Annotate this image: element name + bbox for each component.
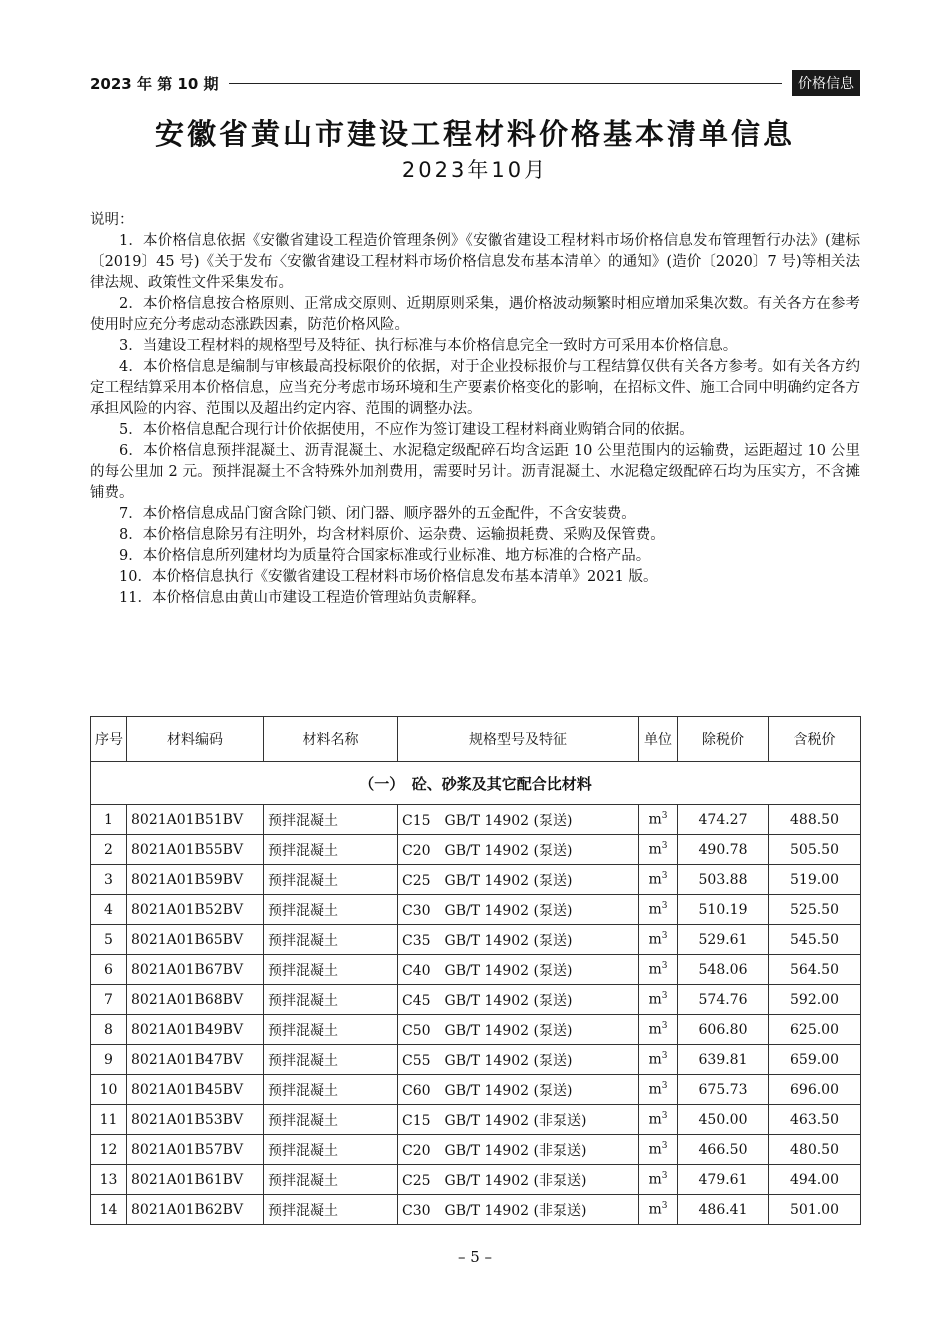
unit-cell (639, 925, 678, 955)
price-ex-tax: 490.78 (678, 835, 769, 865)
material-spec: C45 GB/T 14902 (泵送) (398, 985, 639, 1015)
unit-exponent: 3 (661, 1051, 668, 1062)
unit-cell (639, 1195, 678, 1225)
row-number: 10 (91, 1075, 127, 1105)
material-name: 预拌混凝土 (264, 895, 398, 925)
note-item: 3．当建设工程材料的规格型号及特征、执行标准与本价格信息完全一致时方可采用本价格信息。 (119, 338, 738, 354)
column-header-no: 序号 (91, 717, 127, 762)
table-row (91, 1075, 861, 1105)
price-in-tax: 494.00 (769, 1165, 861, 1195)
price-in-tax: 625.00 (769, 1015, 861, 1045)
price-in-tax: 592.00 (769, 985, 861, 1015)
material-spec: C50 GB/T 14902 (泵送) (398, 1015, 639, 1045)
unit-base: m (648, 1111, 662, 1128)
column-header-ex-tax: 除税价 (678, 717, 769, 762)
unit-exponent: 3 (661, 1141, 668, 1152)
table-row (91, 1165, 861, 1195)
unit-base: m (648, 811, 662, 828)
row-number: 14 (91, 1195, 127, 1225)
document-title: 安徽省黄山市建设工程材料价格基本清单信息 (154, 117, 795, 151)
unit-exponent: 3 (661, 811, 668, 822)
material-name: 预拌混凝土 (264, 1045, 398, 1075)
page-number: – 5 – (457, 1248, 493, 1266)
material-name: 预拌混凝土 (264, 835, 398, 865)
unit-cell (639, 1075, 678, 1105)
unit-cell (639, 835, 678, 865)
table-row (91, 895, 861, 925)
header-rule (229, 83, 782, 84)
material-name: 预拌混凝土 (264, 1135, 398, 1165)
unit-exponent: 3 (661, 1201, 668, 1212)
price-in-tax: 659.00 (769, 1045, 861, 1075)
price-ex-tax: 529.61 (678, 925, 769, 955)
material-name: 预拌混凝土 (264, 1165, 398, 1195)
material-code: 8021A01B45BV (127, 1075, 264, 1105)
price-in-tax: 696.00 (769, 1075, 861, 1105)
material-spec: C20 GB/T 14902 (非泵送) (398, 1135, 639, 1165)
note-item: 1．本价格信息依据《安徽省建设工程造价管理条例》《安徽省建设工程材料市场价格信息发布管理暂行办法》(建标〔2019〕45 号)《关于发布〈安徽省建设工程材料市场价格信息发布基本清单〉的通知》(造价〔2020〕7 号)等相关法律法规、政策性文件采集发布。 (90, 233, 860, 291)
row-number: 11 (91, 1105, 127, 1135)
material-code: 8021A01B57BV (127, 1135, 264, 1165)
material-spec: C30 GB/T 14902 (泵送) (398, 895, 639, 925)
price-ex-tax: 466.50 (678, 1135, 769, 1165)
price-ex-tax: 675.73 (678, 1075, 769, 1105)
note-item: 2．本价格信息按合格原则、正常成交原则、近期原则采集，遇价格波动频繁时相应增加采集次数。有关各方在参考使用时应充分考虑动态涨跌因素，防范价格风险。 (90, 296, 860, 333)
row-number: 2 (91, 835, 127, 865)
material-spec: C15 GB/T 14902 (非泵送) (398, 1105, 639, 1135)
unit-cell (639, 1045, 678, 1075)
price-in-tax: 480.50 (769, 1135, 861, 1165)
price-in-tax: 525.50 (769, 895, 861, 925)
material-code: 8021A01B47BV (127, 1045, 264, 1075)
material-spec: C25 GB/T 14902 (非泵送) (398, 1165, 639, 1195)
row-number: 5 (91, 925, 127, 955)
unit-base: m (648, 1201, 662, 1218)
material-code: 8021A01B49BV (127, 1015, 264, 1045)
table-row (91, 1195, 861, 1225)
column-header-name: 材料名称 (264, 717, 398, 762)
material-code: 8021A01B68BV (127, 985, 264, 1015)
unit-exponent: 3 (661, 901, 668, 912)
table-row (91, 985, 861, 1015)
price-in-tax: 564.50 (769, 955, 861, 985)
material-spec: C15 GB/T 14902 (泵送) (398, 805, 639, 835)
unit-exponent: 3 (661, 1021, 668, 1032)
unit-base: m (648, 1171, 662, 1188)
price-in-tax: 488.50 (769, 805, 861, 835)
price-ex-tax: 574.76 (678, 985, 769, 1015)
section-row (91, 762, 861, 805)
price-table (90, 716, 861, 1225)
material-name: 预拌混凝土 (264, 1075, 398, 1105)
unit-exponent: 3 (661, 1081, 668, 1092)
unit-base: m (648, 931, 662, 948)
note-item: 7．本价格信息成品门窗含除门锁、闭门器、顺序器外的五金配件，不含安装费。 (119, 506, 636, 522)
unit-exponent: 3 (661, 991, 668, 1002)
unit-cell (639, 1135, 678, 1165)
row-number: 7 (91, 985, 127, 1015)
row-number: 3 (91, 865, 127, 895)
price-ex-tax: 479.61 (678, 1165, 769, 1195)
price-ex-tax: 503.88 (678, 865, 769, 895)
unit-base: m (648, 1021, 662, 1038)
unit-exponent: 3 (661, 841, 668, 852)
unit-cell (639, 1015, 678, 1045)
row-number: 12 (91, 1135, 127, 1165)
material-code: 8021A01B52BV (127, 895, 264, 925)
material-spec: C55 GB/T 14902 (泵送) (398, 1045, 639, 1075)
section-tag: 价格信息 (792, 70, 860, 96)
material-spec: C35 GB/T 14902 (泵送) (398, 925, 639, 955)
page-header (90, 70, 860, 96)
unit-cell (639, 1165, 678, 1195)
table-row (91, 835, 861, 865)
document-subtitle: 2023年10月 (401, 158, 549, 182)
section-title: （一） 砼、砂浆及其它配合比材料 (91, 762, 861, 805)
table-row (91, 1045, 861, 1075)
unit-cell (639, 895, 678, 925)
unit-cell (639, 865, 678, 895)
material-name: 预拌混凝土 (264, 985, 398, 1015)
column-header-spec: 规格型号及特征 (398, 717, 639, 762)
table-row (91, 925, 861, 955)
material-spec: C30 GB/T 14902 (非泵送) (398, 1195, 639, 1225)
table-row (91, 1135, 861, 1165)
table-header-row (91, 717, 861, 762)
column-header-unit: 单位 (639, 717, 678, 762)
row-number: 6 (91, 955, 127, 985)
material-spec: C40 GB/T 14902 (泵送) (398, 955, 639, 985)
row-number: 8 (91, 1015, 127, 1045)
material-spec: C60 GB/T 14902 (泵送) (398, 1075, 639, 1105)
notes-section (90, 210, 860, 609)
material-name: 预拌混凝土 (264, 805, 398, 835)
note-item: 8．本价格信息除另有注明外，均含材料原价、运杂费、运输损耗费、采购及保管费。 (119, 527, 665, 543)
note-item: 6．本价格信息预拌混凝土、沥青混凝土、水泥稳定级配碎石均含运距 10 公里范围内的运输费，运距超过 10 公里的每公里加 2 元。预拌混凝土不含特殊外加剂费用，需要时另计。沥青混凝土、水泥稳定级配碎石均为压实方，不含摊铺费。 (90, 443, 860, 501)
material-code: 8021A01B62BV (127, 1195, 264, 1225)
unit-base: m (648, 841, 662, 858)
unit-exponent: 3 (661, 1171, 668, 1182)
unit-exponent: 3 (661, 961, 668, 972)
unit-cell (639, 1105, 678, 1135)
row-number: 9 (91, 1045, 127, 1075)
table-row (91, 865, 861, 895)
price-in-tax: 463.50 (769, 1105, 861, 1135)
unit-cell (639, 805, 678, 835)
material-code: 8021A01B67BV (127, 955, 264, 985)
price-ex-tax: 510.19 (678, 895, 769, 925)
price-ex-tax: 639.81 (678, 1045, 769, 1075)
unit-exponent: 3 (661, 871, 668, 882)
material-name: 预拌混凝土 (264, 1015, 398, 1045)
table-row (91, 955, 861, 985)
table-row (91, 1015, 861, 1045)
unit-base: m (648, 871, 662, 888)
price-in-tax: 501.00 (769, 1195, 861, 1225)
material-name: 预拌混凝土 (264, 1105, 398, 1135)
material-name: 预拌混凝土 (264, 925, 398, 955)
material-code: 8021A01B53BV (127, 1105, 264, 1135)
price-ex-tax: 450.00 (678, 1105, 769, 1135)
price-in-tax: 519.00 (769, 865, 861, 895)
material-name: 预拌混凝土 (264, 1195, 398, 1225)
unit-base: m (648, 901, 662, 918)
unit-exponent: 3 (661, 1111, 668, 1122)
material-spec: C25 GB/T 14902 (泵送) (398, 865, 639, 895)
price-ex-tax: 548.06 (678, 955, 769, 985)
note-item: 10．本价格信息执行《安徽省建设工程材料市场价格信息发布基本清单》2021 版。 (119, 569, 658, 585)
issue-label: 2023 年 第 10 期 (90, 74, 219, 93)
unit-base: m (648, 991, 662, 1008)
note-item: 11．本价格信息由黄山市建设工程造价管理站负责解释。 (119, 590, 486, 606)
material-code: 8021A01B59BV (127, 865, 264, 895)
table-row (91, 1105, 861, 1135)
row-number: 1 (91, 805, 127, 835)
material-code: 8021A01B65BV (127, 925, 264, 955)
price-ex-tax: 486.41 (678, 1195, 769, 1225)
unit-base: m (648, 1081, 662, 1098)
material-code: 8021A01B55BV (127, 835, 264, 865)
material-name: 预拌混凝土 (264, 955, 398, 985)
unit-cell (639, 955, 678, 985)
table-row (91, 805, 861, 835)
column-header-in-tax: 含税价 (769, 717, 861, 762)
price-in-tax: 545.50 (769, 925, 861, 955)
row-number: 4 (91, 895, 127, 925)
material-code: 8021A01B51BV (127, 805, 264, 835)
note-item: 4．本价格信息是编制与审核最高投标限价的依据，对于企业投标报价与工程结算仅供有关各方参考。如有关各方约定工程结算采用本价格信息，应当充分考虑市场环境和生产要素价格变化的影响，在招标文件、施工合同中明确约定各方承担风险的内容、范围以及超出约定内容、范围的调整办法。 (90, 359, 860, 417)
column-header-code: 材料编码 (127, 717, 264, 762)
price-ex-tax: 606.80 (678, 1015, 769, 1045)
material-spec: C20 GB/T 14902 (泵送) (398, 835, 639, 865)
unit-base: m (648, 961, 662, 978)
unit-base: m (648, 1051, 662, 1068)
note-item: 9．本价格信息所列建材均为质量符合国家标准或行业标准、地方标准的合格产品。 (119, 548, 651, 564)
material-name: 预拌混凝土 (264, 865, 398, 895)
unit-base: m (648, 1141, 662, 1158)
unit-cell (639, 985, 678, 1015)
material-code: 8021A01B61BV (127, 1165, 264, 1195)
price-ex-tax: 474.27 (678, 805, 769, 835)
price-in-tax: 505.50 (769, 835, 861, 865)
row-number: 13 (91, 1165, 127, 1195)
unit-exponent: 3 (661, 931, 668, 942)
note-item: 5．本价格信息配合现行计价依据使用，不应作为签订建设工程材料商业购销合同的依据。 (119, 422, 694, 438)
notes-intro: 说明： (90, 212, 134, 228)
